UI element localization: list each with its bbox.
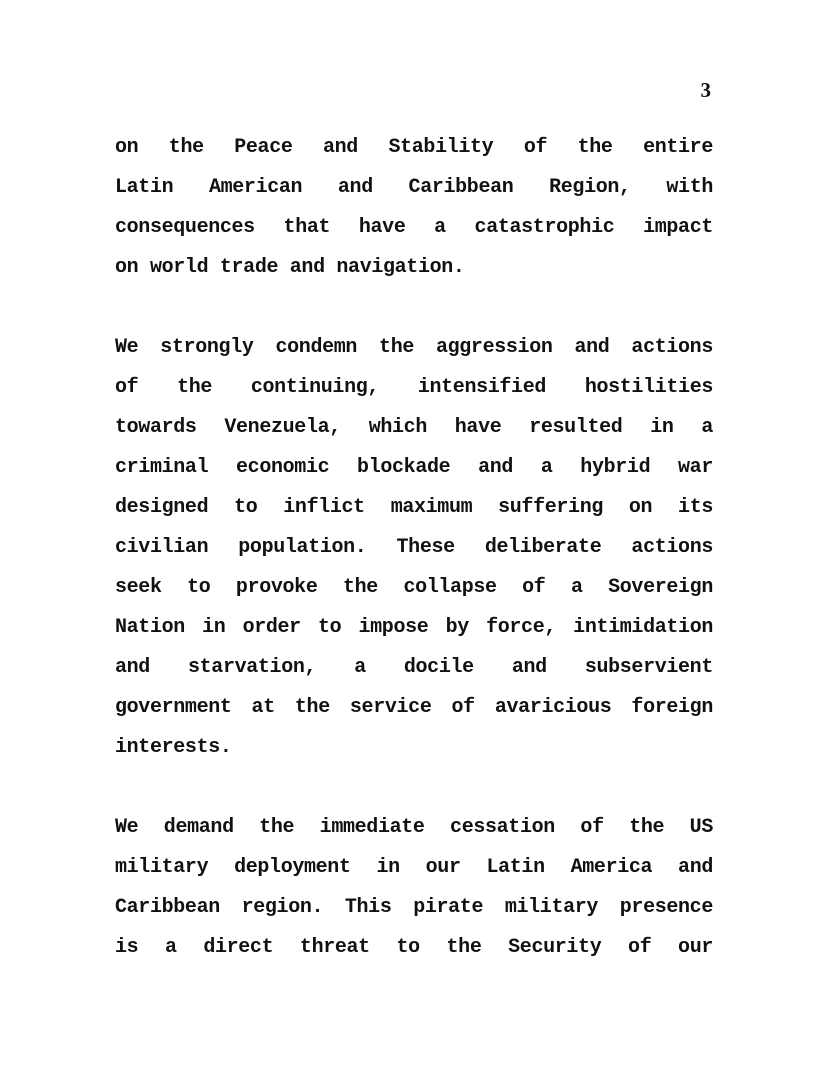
text-line: Caribbean region. This pirate military presence xyxy=(115,896,713,919)
page-number: 3 xyxy=(700,78,711,102)
paragraph-condemn-aggression xyxy=(115,328,713,768)
paragraph-peace-stability xyxy=(115,128,713,288)
text-line: Latin American and Caribbean Region, with xyxy=(115,176,713,199)
text-line: of the continuing, intensified hostilities xyxy=(115,376,713,399)
text-line: consequences that have a catastrophic impact xyxy=(115,216,713,239)
text-line: and starvation, a docile and subservient xyxy=(115,656,713,679)
text-line: military deployment in our Latin America and xyxy=(115,856,713,879)
text-line: seek to provoke the collapse of a Sovereign xyxy=(115,576,713,599)
text-line: government at the service of avaricious foreign xyxy=(115,696,713,719)
text-line: criminal economic blockade and a hybrid war xyxy=(115,456,713,479)
text-line: Nation in order to impose by force, intimidation xyxy=(115,616,713,639)
text-line: We strongly condemn the aggression and actions xyxy=(115,336,713,359)
text-line: interests. xyxy=(115,736,232,759)
text-line: towards Venezuela, which have resulted in a xyxy=(115,416,713,439)
document-body xyxy=(115,128,713,1008)
paragraph-demand-cessation xyxy=(115,808,713,968)
text-line: designed to inflict maximum suffering on its xyxy=(115,496,713,519)
text-line: on the Peace and Stability of the entire xyxy=(115,136,713,159)
text-line: on world trade and navigation. xyxy=(115,256,465,279)
text-line: civilian population. These deliberate actions xyxy=(115,536,713,559)
text-line: We demand the immediate cessation of the US xyxy=(115,816,713,839)
text-line: is a direct threat to the Security of our xyxy=(115,936,713,959)
